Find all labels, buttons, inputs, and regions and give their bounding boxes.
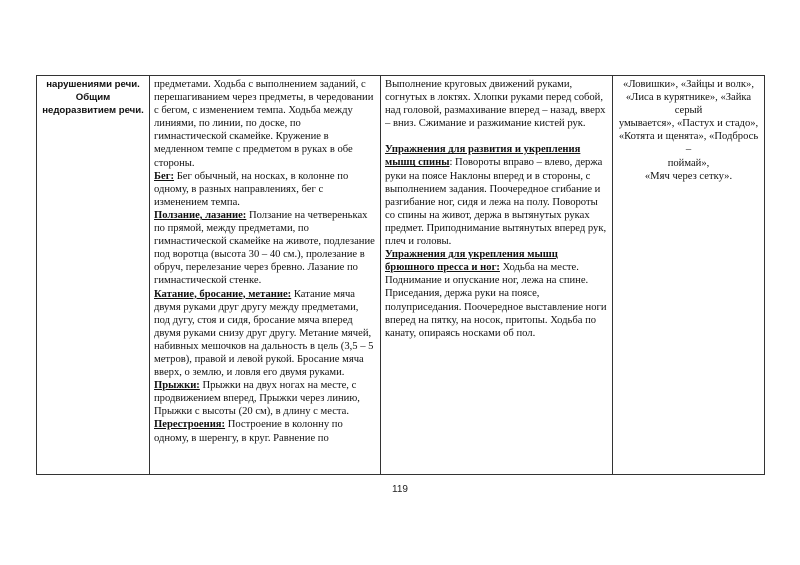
category-cell (37, 76, 150, 475)
games-line: умывается», «Пастух и стадо», (618, 118, 759, 130)
category-line: недоразвитием речи. (42, 105, 144, 116)
games-line: «Мяч через сетку». (644, 170, 733, 182)
section-heading: Упражнения для развития и укрепления мышц спины (385, 144, 581, 169)
games-line: «Котята и щенята», «Подбрось – (618, 131, 759, 156)
exercises-cell (381, 76, 613, 475)
movement-paragraph: предметами. Ходьба с выполнением заданий, с перешагиванием через предметы, в чередовании с бегом, с изменением темпа. Ходьба между линиями, по линии, по доске, по гимнастической скамейке. Кружение в медленном темпе с предметом в руках в обе стороны. (154, 79, 374, 169)
movement-paragraph: Перестроения: Построение в колонну по одному, в шеренгу, в круг. Равнение по (154, 419, 343, 444)
section-heading: Упражнения для укрепления мышц брюшного пресса и ног: (385, 249, 558, 274)
page-number: 119 (392, 484, 408, 495)
games-line: «Ловишки», «Зайцы и волк», (623, 79, 754, 90)
exercise-paragraph: Упражнения для развития и укрепления мышц спины: Повороты вправо – влево, держа руки на поясе Наклоны вперед и в стороны, с выполнением задания. Поочередное сгибание и разгибание ног, сидя и лежа на полу. Повороты со спины на живот, держа в вытянутых руках предмет. Приподнимание вытянутых вперед рук, плеч и головы. (385, 144, 607, 248)
movement-paragraph: Катание, бросание, метание: Катание мяча двумя руками друг другу между предметами, под дугу, стоя и сидя, бросание мяча вперед двумя руками снизу друг другу. Метание мячей, набивных мешочков на дальность в цель (3,5 – 5 метров), правой и левой рукой. Бросание мяча вверх, о землю, и ловля его двумя руками. (154, 288, 374, 379)
movements-cell (150, 76, 381, 475)
section-heading: Бег: (154, 170, 175, 182)
movement-paragraph: Бег: Бег обычный, на носках, в колонне по одному, в разных направлениях, бег с изменением темпа. (154, 170, 349, 208)
section-heading: Перестроения: (154, 419, 226, 431)
category-line: Общим (75, 92, 111, 103)
section-heading: Ползание, лазание: (154, 209, 247, 221)
exercise-paragraph: Упражнения для укрепления мышц брюшного пресса и ног: Ходьба на месте. Поднимание и опускание ног, лежа на спине. Приседания, держа руки на поясе, полуприседания. Поочередное выставление ноги вперед на пятку, на носок, притопы. Ходьба по канату, опираясь носками об пол. (385, 249, 607, 339)
movement-paragraph: Прыжки: Прыжки на двух ногах на месте, с продвижением вперед, Прыжки через линию, Прыжки с высоты (20 см), в длину с места. (154, 380, 360, 418)
games-cell (613, 76, 765, 475)
section-heading: Катание, бросание, метание: (154, 288, 292, 300)
table-row (37, 76, 765, 475)
games-line: «Лиса в курятнике», «Зайка серый (625, 92, 752, 117)
category-line: нарушениями речи. (46, 79, 140, 90)
exercise-paragraph: Выполнение круговых движений руками, согнутых в локтях. Хлопки руками перед собой, над головой, размахивание вперед – назад, вверх – вниз. Сжимание и разжимание кистей рук. (385, 79, 606, 130)
program-table (36, 75, 765, 475)
games-line: поймай», (667, 157, 710, 169)
movement-paragraph: Ползание, лазание: Ползание на четвереньках по прямой, между предметами, по гимнастической скамейке на животе, подлезание под воротца (высота 30 – 40 см.), пролезание в обруч, перелезание через бревно. Лазание по гимнастической стенке. (154, 209, 375, 287)
section-heading: Прыжки: (154, 380, 200, 392)
